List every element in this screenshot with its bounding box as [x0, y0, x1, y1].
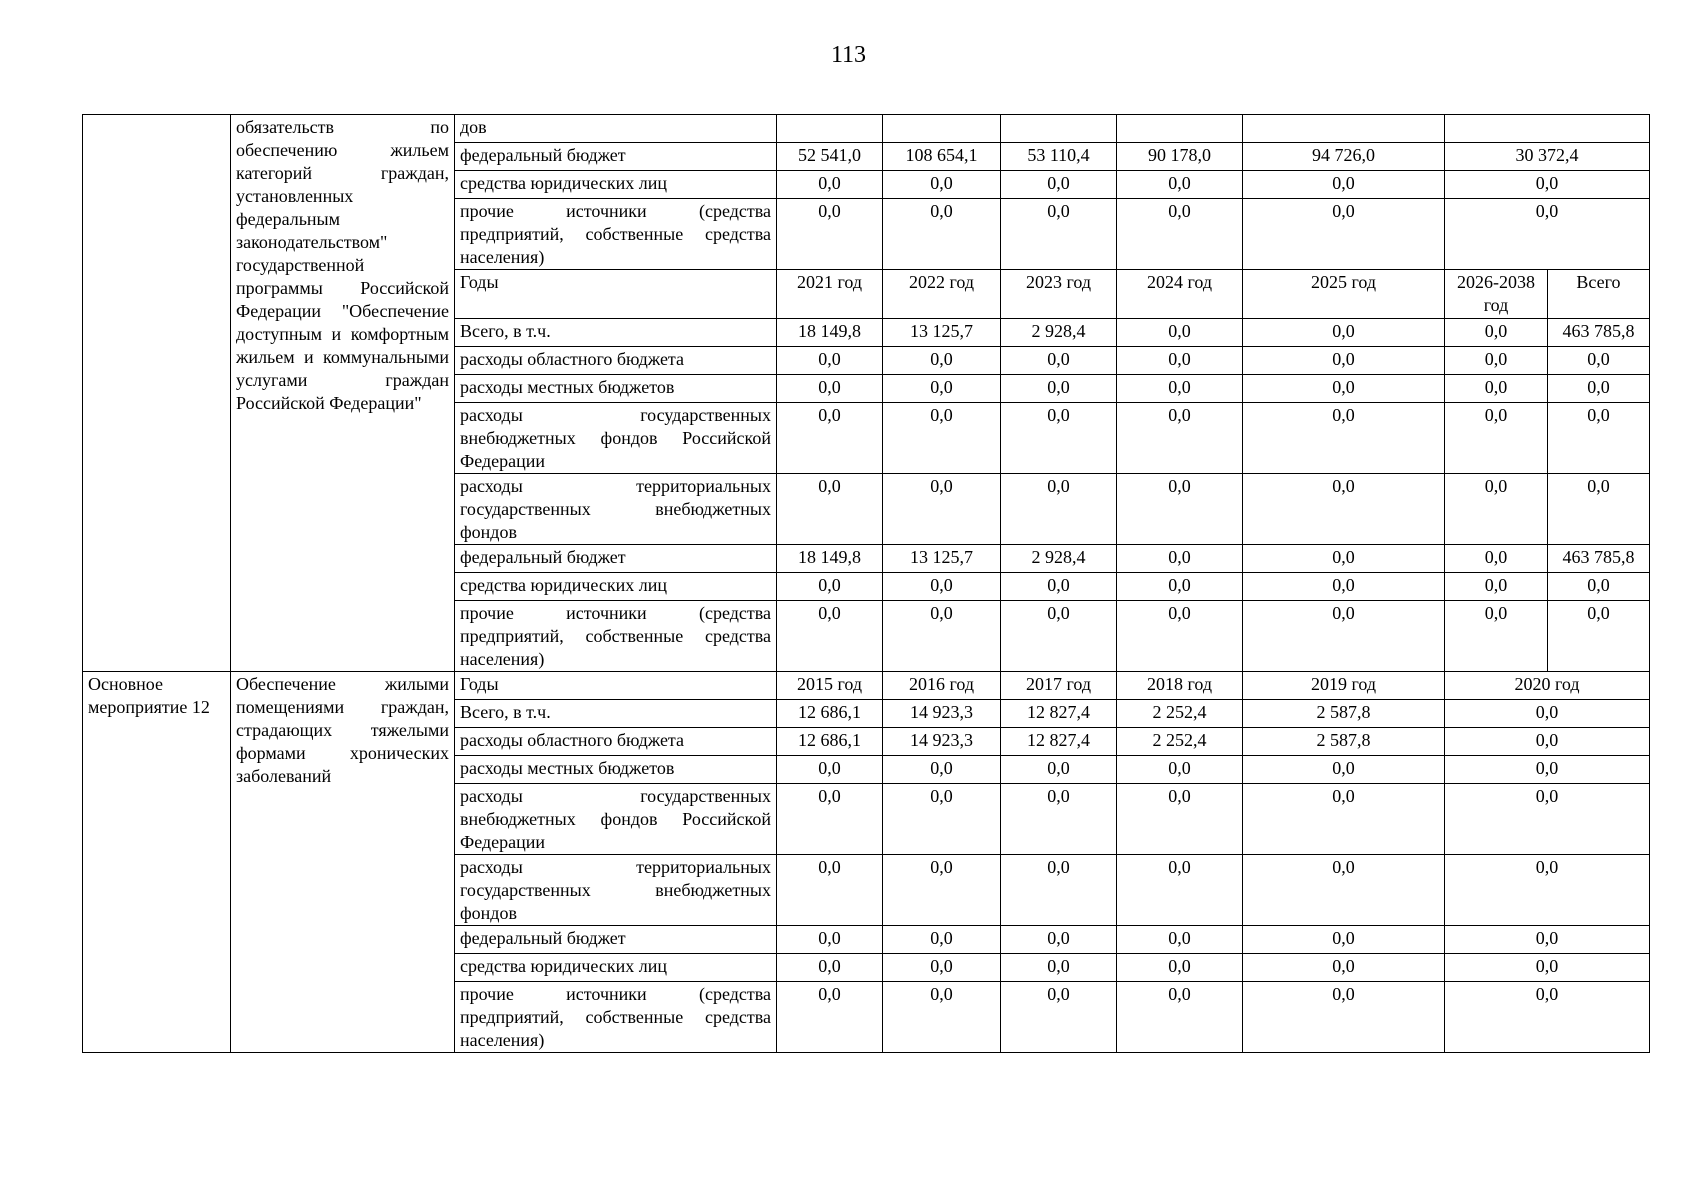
year-header-cell: 2019 год — [1243, 672, 1445, 700]
year-header-cell: 2026-2038 год — [1445, 270, 1548, 319]
amount-cell: 30 372,4 — [1445, 143, 1650, 171]
amount-cell: 14 923,3 — [883, 728, 1001, 756]
funding-source-label: Всего, в т.ч. — [455, 319, 777, 347]
amount-cell: 0,0 — [1117, 474, 1243, 545]
year-header-cell: 2022 год — [883, 270, 1001, 319]
amount-cell: 0,0 — [1445, 347, 1548, 375]
amount-cell: 0,0 — [1445, 982, 1650, 1053]
amount-cell: 14 923,3 — [883, 700, 1001, 728]
amount-cell: 0,0 — [1001, 954, 1117, 982]
amount-cell: 0,0 — [1001, 375, 1117, 403]
amount-cell: 0,0 — [1445, 474, 1548, 545]
amount-cell: 0,0 — [1548, 375, 1650, 403]
amount-cell: 0,0 — [1001, 347, 1117, 375]
amount-cell: 0,0 — [1001, 784, 1117, 855]
table-row — [83, 115, 1650, 143]
amount-cell: 0,0 — [1445, 171, 1650, 199]
measure-label-cell — [83, 115, 231, 672]
amount-cell: 12 827,4 — [1001, 700, 1117, 728]
amount-cell: 0,0 — [1001, 199, 1117, 270]
amount-cell: 0,0 — [777, 474, 883, 545]
amount-cell: 2 587,8 — [1243, 700, 1445, 728]
amount-cell: 0,0 — [883, 171, 1001, 199]
amount-cell: 0,0 — [1548, 573, 1650, 601]
amount-cell: 0,0 — [883, 474, 1001, 545]
amount-cell: 0,0 — [1243, 319, 1445, 347]
year-header-cell: 2024 год — [1117, 270, 1243, 319]
amount-cell — [777, 115, 883, 143]
page-number: 113 — [830, 42, 867, 68]
amount-cell: 0,0 — [1445, 319, 1548, 347]
funding-source-label: расходы местных бюджетов — [455, 375, 777, 403]
amount-cell: 0,0 — [1117, 926, 1243, 954]
amount-cell: 0,0 — [1445, 573, 1548, 601]
amount-cell: 0,0 — [1243, 403, 1445, 474]
amount-cell: 0,0 — [1001, 474, 1117, 545]
year-header-cell: 2016 год — [883, 672, 1001, 700]
amount-cell: 0,0 — [1001, 756, 1117, 784]
amount-cell: 0,0 — [777, 954, 883, 982]
amount-cell: 0,0 — [1001, 403, 1117, 474]
budget-table — [82, 114, 1650, 1053]
table-row — [83, 672, 1650, 700]
amount-cell: 0,0 — [883, 601, 1001, 672]
amount-cell: 0,0 — [1243, 784, 1445, 855]
amount-cell: 2 252,4 — [1117, 728, 1243, 756]
year-header-cell: 2017 год — [1001, 672, 1117, 700]
amount-cell: 18 149,8 — [777, 545, 883, 573]
budget-table-body — [83, 115, 1650, 1053]
amount-cell: 0,0 — [1243, 171, 1445, 199]
amount-cell: 0,0 — [1548, 601, 1650, 672]
amount-cell: 18 149,8 — [777, 319, 883, 347]
funding-source-label: прочие источники (средства предприятий, собственные средства населения) — [455, 601, 777, 672]
amount-cell: 0,0 — [1001, 982, 1117, 1053]
amount-cell: 0,0 — [1117, 756, 1243, 784]
amount-cell: 0,0 — [1445, 545, 1548, 573]
amount-cell: 463 785,8 — [1548, 319, 1650, 347]
amount-cell: 463 785,8 — [1548, 545, 1650, 573]
amount-cell: 0,0 — [1548, 347, 1650, 375]
amount-cell — [883, 115, 1001, 143]
amount-cell: 0,0 — [883, 573, 1001, 601]
funding-source-label: средства юридических лиц — [455, 573, 777, 601]
amount-cell: 12 827,4 — [1001, 728, 1117, 756]
amount-cell: 0,0 — [883, 403, 1001, 474]
years-label: Годы — [455, 672, 777, 700]
amount-cell: 13 125,7 — [883, 545, 1001, 573]
amount-cell: 0,0 — [883, 199, 1001, 270]
funding-source-label: прочие источники (средства предприятий, собственные средства населения) — [455, 199, 777, 270]
amount-cell: 0,0 — [883, 982, 1001, 1053]
amount-cell: 0,0 — [1117, 545, 1243, 573]
amount-cell: 0,0 — [1117, 954, 1243, 982]
amount-cell: 0,0 — [883, 784, 1001, 855]
amount-cell — [1001, 115, 1117, 143]
amount-cell: 52 541,0 — [777, 143, 883, 171]
amount-cell: 53 110,4 — [1001, 143, 1117, 171]
funding-source-label: федеральный бюджет — [455, 545, 777, 573]
measure-label-cell: Основное мероприятие 12 — [83, 672, 231, 1053]
amount-cell: 0,0 — [1548, 474, 1650, 545]
amount-cell — [1445, 115, 1650, 143]
amount-cell: 0,0 — [1445, 756, 1650, 784]
funding-source-label: расходы государственных внебюджетных фондов Российской Федерации — [455, 403, 777, 474]
amount-cell: 94 726,0 — [1243, 143, 1445, 171]
funding-source-label: федеральный бюджет — [455, 143, 777, 171]
amount-cell: 0,0 — [1117, 347, 1243, 375]
funding-source-label: средства юридических лиц — [455, 171, 777, 199]
amount-cell: 0,0 — [1117, 319, 1243, 347]
measure-description-cell: Обеспечение жилыми помещениями граждан, страдающих тяжелыми формами хронических заболеваний — [231, 672, 455, 1053]
funding-source-label: расходы территориальных государственных внебюджетных фондов — [455, 474, 777, 545]
amount-cell: 0,0 — [1117, 171, 1243, 199]
amount-cell: 0,0 — [1445, 926, 1650, 954]
funding-source-label: расходы государственных внебюджетных фондов Российской Федерации — [455, 784, 777, 855]
amount-cell: 12 686,1 — [777, 700, 883, 728]
amount-cell: 0,0 — [1117, 403, 1243, 474]
amount-cell: 0,0 — [883, 855, 1001, 926]
amount-cell: 0,0 — [1117, 982, 1243, 1053]
amount-cell: 0,0 — [1445, 375, 1548, 403]
amount-cell: 0,0 — [1243, 926, 1445, 954]
amount-cell: 0,0 — [1001, 855, 1117, 926]
amount-cell: 0,0 — [1243, 573, 1445, 601]
amount-cell: 0,0 — [777, 926, 883, 954]
amount-cell: 0,0 — [883, 926, 1001, 954]
amount-cell: 0,0 — [883, 756, 1001, 784]
funding-source-label: федеральный бюджет — [455, 926, 777, 954]
funding-source-label: расходы территориальных государственных внебюджетных фондов — [455, 855, 777, 926]
amount-cell: 0,0 — [1548, 403, 1650, 474]
year-header-cell: 2023 год — [1001, 270, 1117, 319]
amount-cell: 0,0 — [1243, 954, 1445, 982]
amount-cell: 0,0 — [883, 375, 1001, 403]
years-label: Годы — [455, 270, 777, 319]
amount-cell: 2 928,4 — [1001, 319, 1117, 347]
amount-cell: 0,0 — [777, 855, 883, 926]
year-header-cell: 2015 год — [777, 672, 883, 700]
amount-cell: 0,0 — [1243, 601, 1445, 672]
amount-cell: 0,0 — [777, 199, 883, 270]
amount-cell: 0,0 — [777, 784, 883, 855]
amount-cell: 0,0 — [1445, 728, 1650, 756]
funding-source-label: прочие источники (средства предприятий, собственные средства населения) — [455, 982, 777, 1053]
amount-cell: 0,0 — [1445, 784, 1650, 855]
amount-cell: 0,0 — [1117, 375, 1243, 403]
funding-source-label: средства юридических лиц — [455, 954, 777, 982]
amount-cell: 12 686,1 — [777, 728, 883, 756]
amount-cell: 0,0 — [1001, 171, 1117, 199]
amount-cell: 0,0 — [777, 601, 883, 672]
amount-cell: 0,0 — [777, 756, 883, 784]
amount-cell: 0,0 — [1445, 199, 1650, 270]
amount-cell: 13 125,7 — [883, 319, 1001, 347]
funding-source-label: расходы областного бюджета — [455, 728, 777, 756]
year-header-cell: 2021 год — [777, 270, 883, 319]
amount-cell: 108 654,1 — [883, 143, 1001, 171]
amount-cell: 0,0 — [777, 171, 883, 199]
amount-cell: 0,0 — [1445, 601, 1548, 672]
amount-cell: 0,0 — [1001, 926, 1117, 954]
funding-source-label: расходы областного бюджета — [455, 347, 777, 375]
amount-cell: 0,0 — [1117, 784, 1243, 855]
amount-cell: 0,0 — [1243, 199, 1445, 270]
amount-cell: 0,0 — [1117, 855, 1243, 926]
amount-cell: 0,0 — [1445, 403, 1548, 474]
amount-cell: 0,0 — [1445, 700, 1650, 728]
measure-description-cell: обязательств по обеспечению жильем категорий граждан, установленных федеральным законодательством" государственной программы Российской Федерации "Обеспечение доступным и комфортным жильем и коммунальными услугами граждан Российской Федерации" — [231, 115, 455, 672]
amount-cell: 0,0 — [1243, 855, 1445, 926]
amount-cell: 90 178,0 — [1117, 143, 1243, 171]
year-header-cell: Всего — [1548, 270, 1650, 319]
amount-cell: 0,0 — [1243, 375, 1445, 403]
amount-cell: 0,0 — [1001, 601, 1117, 672]
funding-source-label: Всего, в т.ч. — [455, 700, 777, 728]
amount-cell: 0,0 — [1117, 199, 1243, 270]
amount-cell: 0,0 — [777, 403, 883, 474]
funding-source-label: расходы местных бюджетов — [455, 756, 777, 784]
amount-cell: 0,0 — [1117, 601, 1243, 672]
amount-cell: 0,0 — [1243, 982, 1445, 1053]
amount-cell: 0,0 — [777, 573, 883, 601]
amount-cell: 0,0 — [1243, 545, 1445, 573]
amount-cell: 0,0 — [1243, 474, 1445, 545]
amount-cell: 2 928,4 — [1001, 545, 1117, 573]
amount-cell — [1243, 115, 1445, 143]
amount-cell — [1117, 115, 1243, 143]
funding-source-label: дов — [455, 115, 777, 143]
amount-cell: 0,0 — [1243, 347, 1445, 375]
amount-cell: 0,0 — [883, 954, 1001, 982]
amount-cell: 0,0 — [777, 375, 883, 403]
amount-cell: 2 252,4 — [1117, 700, 1243, 728]
amount-cell: 0,0 — [777, 982, 883, 1053]
amount-cell: 0,0 — [1243, 756, 1445, 784]
amount-cell: 0,0 — [777, 347, 883, 375]
amount-cell: 2 587,8 — [1243, 728, 1445, 756]
amount-cell: 0,0 — [883, 347, 1001, 375]
year-header-cell: 2025 год — [1243, 270, 1445, 319]
year-header-cell: 2018 год — [1117, 672, 1243, 700]
amount-cell: 0,0 — [1445, 855, 1650, 926]
year-header-cell: 2020 год — [1445, 672, 1650, 700]
amount-cell: 0,0 — [1001, 573, 1117, 601]
amount-cell: 0,0 — [1445, 954, 1650, 982]
amount-cell: 0,0 — [1117, 573, 1243, 601]
